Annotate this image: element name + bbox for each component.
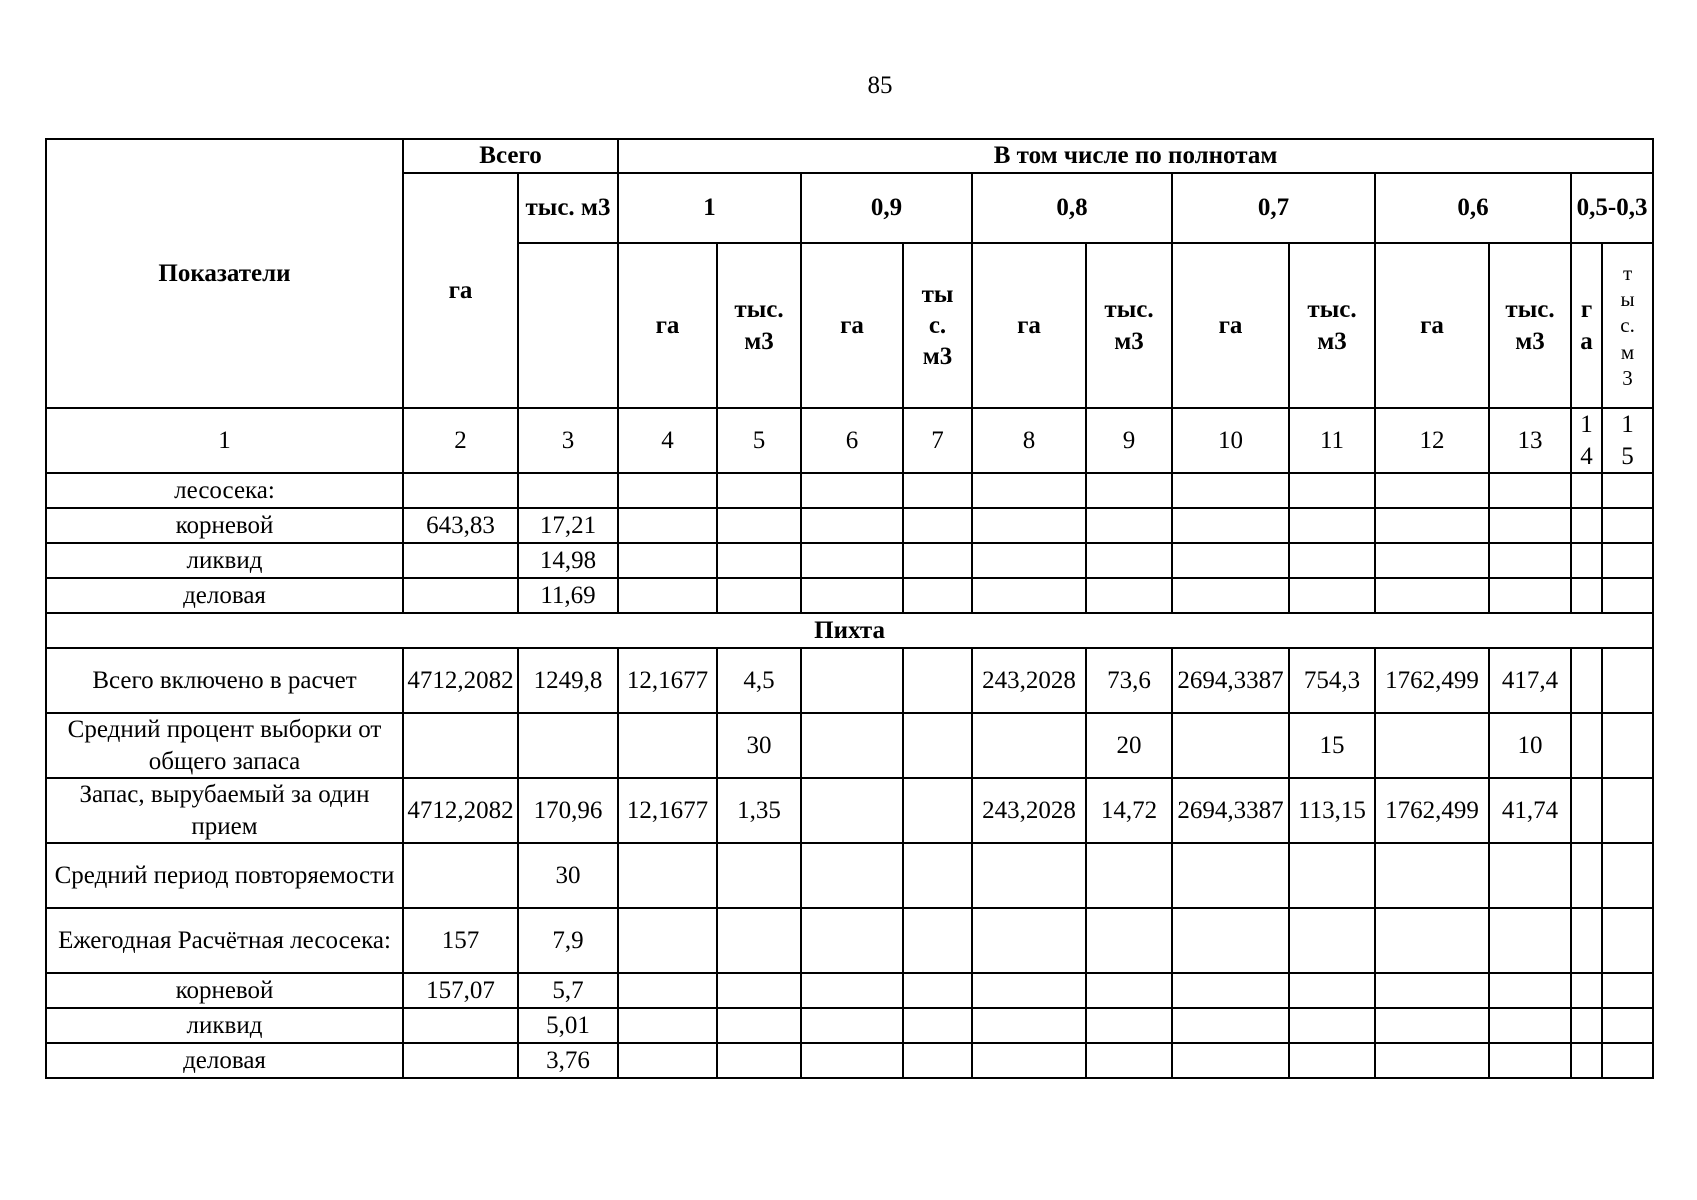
table-cell — [1172, 973, 1289, 1008]
row-label: Средний период повторяемости — [46, 843, 403, 908]
unit-m3-1: тыс. м3 — [717, 243, 801, 408]
table-cell: 754,3 — [1289, 648, 1375, 713]
table-cell — [1571, 713, 1602, 778]
table-cell — [618, 713, 717, 778]
density-header-1: 1 — [618, 173, 801, 243]
table-cell — [903, 908, 972, 973]
column-number: 9 — [1086, 408, 1172, 473]
unit-m3-05-part: 3 — [1622, 365, 1633, 390]
table-cell — [903, 778, 972, 843]
table-cell — [1289, 473, 1375, 508]
table-cell: 643,83 — [403, 508, 518, 543]
row-label: Запас, вырубаемый за один прием — [46, 778, 403, 843]
table-cell — [1375, 543, 1489, 578]
table-cell — [1289, 508, 1375, 543]
table-cell — [903, 473, 972, 508]
column-number-part: 4 — [1580, 442, 1593, 470]
row-label: ликвид — [46, 543, 403, 578]
column-number: 6 — [801, 408, 903, 473]
table-cell: 4,5 — [717, 648, 801, 713]
table-cell — [717, 973, 801, 1008]
table-cell — [1602, 473, 1653, 508]
column-number: 12 — [1375, 408, 1489, 473]
table-cell: 14,98 — [518, 543, 618, 578]
table-cell — [801, 973, 903, 1008]
table-cell — [1489, 1043, 1571, 1078]
table-row — [46, 973, 1653, 1008]
unit-m3-05-part: м — [1620, 339, 1635, 364]
table-cell — [903, 1043, 972, 1078]
table-cell: 3,76 — [518, 1043, 618, 1078]
table-cell: 113,15 — [1289, 778, 1375, 843]
row-label: Средний процент выборки от общего запаса — [46, 713, 403, 778]
table-cell — [1086, 908, 1172, 973]
density-header-06: 0,6 — [1375, 173, 1571, 243]
table-cell — [403, 1043, 518, 1078]
table-cell: 30 — [518, 843, 618, 908]
table-cell: 15 — [1289, 713, 1375, 778]
table-cell — [1571, 908, 1602, 973]
unit-m3-09 — [903, 243, 972, 408]
table-cell — [1086, 973, 1172, 1008]
table-cell — [618, 908, 717, 973]
table-cell — [903, 578, 972, 613]
table-cell — [1602, 543, 1653, 578]
table-cell: 11,69 — [518, 578, 618, 613]
table-cell: 12,1677 — [618, 648, 717, 713]
table-cell — [1375, 843, 1489, 908]
table-body — [46, 139, 1653, 1078]
column-number: 4 — [618, 408, 717, 473]
table-cell — [972, 578, 1086, 613]
table-cell — [801, 1043, 903, 1078]
table-cell: 1762,499 — [1375, 778, 1489, 843]
table-row — [46, 473, 1653, 508]
table-row — [46, 578, 1653, 613]
table-cell — [1375, 508, 1489, 543]
table-cell — [1571, 543, 1602, 578]
table-cell — [972, 973, 1086, 1008]
column-number: 13 — [1489, 408, 1571, 473]
table-cell — [1086, 543, 1172, 578]
table-cell — [972, 508, 1086, 543]
table-cell — [1172, 578, 1289, 613]
table-cell — [403, 473, 518, 508]
table-cell — [1571, 508, 1602, 543]
table-cell — [1489, 973, 1571, 1008]
table-cell — [403, 578, 518, 613]
column-number-15 — [1602, 408, 1653, 473]
column-number-part: 1 — [1621, 411, 1634, 439]
table-cell: 17,21 — [518, 508, 618, 543]
unit-ga-1: га — [618, 243, 717, 408]
table-cell — [1602, 908, 1653, 973]
table-cell — [1602, 1008, 1653, 1043]
table-row — [46, 1008, 1653, 1043]
table-cell — [618, 973, 717, 1008]
table-cell — [1086, 473, 1172, 508]
table-cell — [1489, 543, 1571, 578]
table-cell — [618, 1043, 717, 1078]
table-cell — [1571, 843, 1602, 908]
table-row — [46, 778, 1653, 843]
table-cell: 243,2028 — [972, 778, 1086, 843]
table-cell — [801, 1008, 903, 1043]
total-m3-header: тыс. м3 — [518, 173, 618, 243]
table-cell — [1571, 973, 1602, 1008]
table-cell — [1489, 508, 1571, 543]
table-cell — [1375, 713, 1489, 778]
table-cell — [1289, 1008, 1375, 1043]
table-cell: 7,9 — [518, 908, 618, 973]
table-cell — [1289, 578, 1375, 613]
page-number: 85 — [867, 72, 893, 99]
table-cell — [801, 473, 903, 508]
table-cell — [1375, 1008, 1489, 1043]
table-cell — [403, 843, 518, 908]
table-cell — [1571, 1043, 1602, 1078]
table-cell — [717, 843, 801, 908]
table-cell — [801, 543, 903, 578]
table-cell — [1489, 1008, 1571, 1043]
unit-m3-09-part: с. — [928, 311, 947, 339]
table-cell — [972, 543, 1086, 578]
table-cell: 10 — [1489, 713, 1571, 778]
column-number: 3 — [518, 408, 618, 473]
table-cell: 14,72 — [1086, 778, 1172, 843]
table-cell: 417,4 — [1489, 648, 1571, 713]
column-number-part: 5 — [1621, 442, 1634, 470]
column-number: 11 — [1289, 408, 1375, 473]
table-cell: 1,35 — [717, 778, 801, 843]
table-cell: 2694,3387 — [1172, 778, 1289, 843]
column-number-14 — [1571, 408, 1602, 473]
total-ga-header: га — [403, 173, 518, 408]
table-cell — [618, 543, 717, 578]
unit-m3-05-part: ы — [1620, 287, 1635, 312]
table-cell — [972, 473, 1086, 508]
column-number-row — [46, 408, 1653, 473]
table-cell — [1571, 778, 1602, 843]
table-cell — [903, 648, 972, 713]
unit-m3-05 — [1602, 243, 1653, 408]
table-cell — [1086, 1043, 1172, 1078]
table-cell — [1489, 908, 1571, 973]
table-cell — [1571, 473, 1602, 508]
table-cell: 1249,8 — [518, 648, 618, 713]
table-cell: 1762,499 — [1375, 648, 1489, 713]
table-cell — [717, 578, 801, 613]
table-cell — [1172, 1008, 1289, 1043]
table-cell — [1289, 543, 1375, 578]
table-cell — [1571, 578, 1602, 613]
table-cell — [972, 843, 1086, 908]
table-cell — [403, 543, 518, 578]
table-cell — [1289, 973, 1375, 1008]
column-number-part: 1 — [1580, 411, 1593, 439]
density-header-08: 0,8 — [972, 173, 1172, 243]
table-cell — [1489, 578, 1571, 613]
table-cell — [801, 578, 903, 613]
row-label: Всего включено в расчет — [46, 648, 403, 713]
section-row — [46, 613, 1653, 648]
table-cell — [903, 508, 972, 543]
table-cell — [1489, 843, 1571, 908]
table-cell: 170,96 — [518, 778, 618, 843]
table-cell: 4712,2082 — [403, 778, 518, 843]
table-cell — [801, 648, 903, 713]
table-cell — [1086, 508, 1172, 543]
table-cell — [717, 908, 801, 973]
header-row-1 — [46, 139, 1653, 173]
unit-ga-05-part: а — [1580, 327, 1593, 355]
table-cell — [717, 543, 801, 578]
density-header-07: 0,7 — [1172, 173, 1375, 243]
table-cell — [1086, 1008, 1172, 1043]
forest-stock-table — [45, 138, 1654, 1079]
table-cell — [1086, 578, 1172, 613]
row-label: деловая — [46, 578, 403, 613]
indicators-header: Показатели — [46, 139, 403, 408]
including-header: В том числе по полнотам — [618, 139, 1653, 173]
table-cell: 243,2028 — [972, 648, 1086, 713]
unit-ga-05-part: г — [1580, 296, 1593, 324]
table-cell — [1602, 843, 1653, 908]
table-cell — [403, 1008, 518, 1043]
table-cell — [972, 908, 1086, 973]
row-label: ликвид — [46, 1008, 403, 1043]
table-cell: 157 — [403, 908, 518, 973]
row-label: Ежегодная Расчётная лесосека: — [46, 908, 403, 973]
table-cell — [618, 843, 717, 908]
column-number: 2 — [403, 408, 518, 473]
table-cell — [1571, 1008, 1602, 1043]
table-cell — [518, 473, 618, 508]
density-header-09: 0,9 — [801, 173, 972, 243]
table-row — [46, 508, 1653, 543]
table-row — [46, 1043, 1653, 1078]
unit-ga-09: га — [801, 243, 903, 408]
unit-ga-07: га — [1172, 243, 1289, 408]
table-cell — [717, 1008, 801, 1043]
table-cell — [1602, 1043, 1653, 1078]
table-cell — [403, 713, 518, 778]
table-cell — [717, 508, 801, 543]
table-cell: 5,7 — [518, 973, 618, 1008]
table-cell: 12,1677 — [618, 778, 717, 843]
row-label: корневой — [46, 973, 403, 1008]
table-cell — [618, 578, 717, 613]
unit-m3-08: тыс. м3 — [1086, 243, 1172, 408]
table-cell — [1172, 908, 1289, 973]
unit-m3-07: тыс. м3 — [1289, 243, 1375, 408]
table-cell — [1602, 973, 1653, 1008]
table-cell — [972, 713, 1086, 778]
table-cell — [801, 713, 903, 778]
table-row — [46, 543, 1653, 578]
unit-m3-09-part: ты — [921, 280, 954, 308]
table-cell — [1172, 713, 1289, 778]
table-cell — [1172, 1043, 1289, 1078]
table-cell — [1602, 778, 1653, 843]
table-cell — [1571, 648, 1602, 713]
table-cell — [1375, 908, 1489, 973]
unit-m3-05-part: с. — [1620, 313, 1635, 338]
table-row — [46, 908, 1653, 973]
table-cell — [903, 843, 972, 908]
table-cell — [1375, 473, 1489, 508]
unit-m3-05-part: т — [1622, 260, 1633, 285]
column-number: 1 — [46, 408, 403, 473]
table-cell — [801, 778, 903, 843]
column-number: 5 — [717, 408, 801, 473]
table-cell — [1172, 473, 1289, 508]
table-row — [46, 713, 1653, 778]
table-cell — [1289, 908, 1375, 973]
total-header: Всего — [403, 139, 618, 173]
table-cell — [903, 543, 972, 578]
table-cell — [717, 473, 801, 508]
column-number: 10 — [1172, 408, 1289, 473]
table-cell — [1086, 843, 1172, 908]
table-cell — [618, 1008, 717, 1043]
table-cell — [1172, 543, 1289, 578]
table-row — [46, 843, 1653, 908]
table-cell: 73,6 — [1086, 648, 1172, 713]
table-cell — [1289, 1043, 1375, 1078]
table-cell: 4712,2082 — [403, 648, 518, 713]
table-cell: 30 — [717, 713, 801, 778]
table-cell — [1602, 508, 1653, 543]
table-cell — [801, 843, 903, 908]
table-cell — [801, 908, 903, 973]
table-cell — [972, 1043, 1086, 1078]
table-cell: 5,01 — [518, 1008, 618, 1043]
table-cell — [518, 713, 618, 778]
table-cell — [618, 508, 717, 543]
table-cell — [1172, 843, 1289, 908]
table-cell — [903, 1008, 972, 1043]
table-cell: 41,74 — [1489, 778, 1571, 843]
row-label: лесосека: — [46, 473, 403, 508]
table-cell — [1375, 1043, 1489, 1078]
unit-ga-08: га — [972, 243, 1086, 408]
table-cell — [1289, 843, 1375, 908]
table-cell — [1602, 578, 1653, 613]
table-cell — [1602, 648, 1653, 713]
column-number: 8 — [972, 408, 1086, 473]
table-cell — [903, 713, 972, 778]
unit-ga-05 — [1571, 243, 1602, 408]
table-cell — [1375, 578, 1489, 613]
section-title: Пихта — [46, 613, 1653, 648]
density-header-05-03: 0,5-0,3 — [1571, 173, 1653, 243]
column-number: 7 — [903, 408, 972, 473]
table-cell — [1489, 473, 1571, 508]
table-cell — [1172, 508, 1289, 543]
table-cell: 2694,3387 — [1172, 648, 1289, 713]
row-label: деловая — [46, 1043, 403, 1078]
table-cell — [618, 473, 717, 508]
table-cell — [717, 1043, 801, 1078]
table-cell: 157,07 — [403, 973, 518, 1008]
unit-m3-09-part: м3 — [922, 343, 953, 371]
table-cell: 20 — [1086, 713, 1172, 778]
unit-ga-06: га — [1375, 243, 1489, 408]
total-m3-empty — [518, 243, 618, 408]
table-cell — [972, 1008, 1086, 1043]
table-row — [46, 648, 1653, 713]
table-cell — [903, 973, 972, 1008]
table-cell — [801, 508, 903, 543]
unit-m3-06: тыс. м3 — [1489, 243, 1571, 408]
row-label: корневой — [46, 508, 403, 543]
table-cell — [1375, 973, 1489, 1008]
table-cell — [1602, 713, 1653, 778]
